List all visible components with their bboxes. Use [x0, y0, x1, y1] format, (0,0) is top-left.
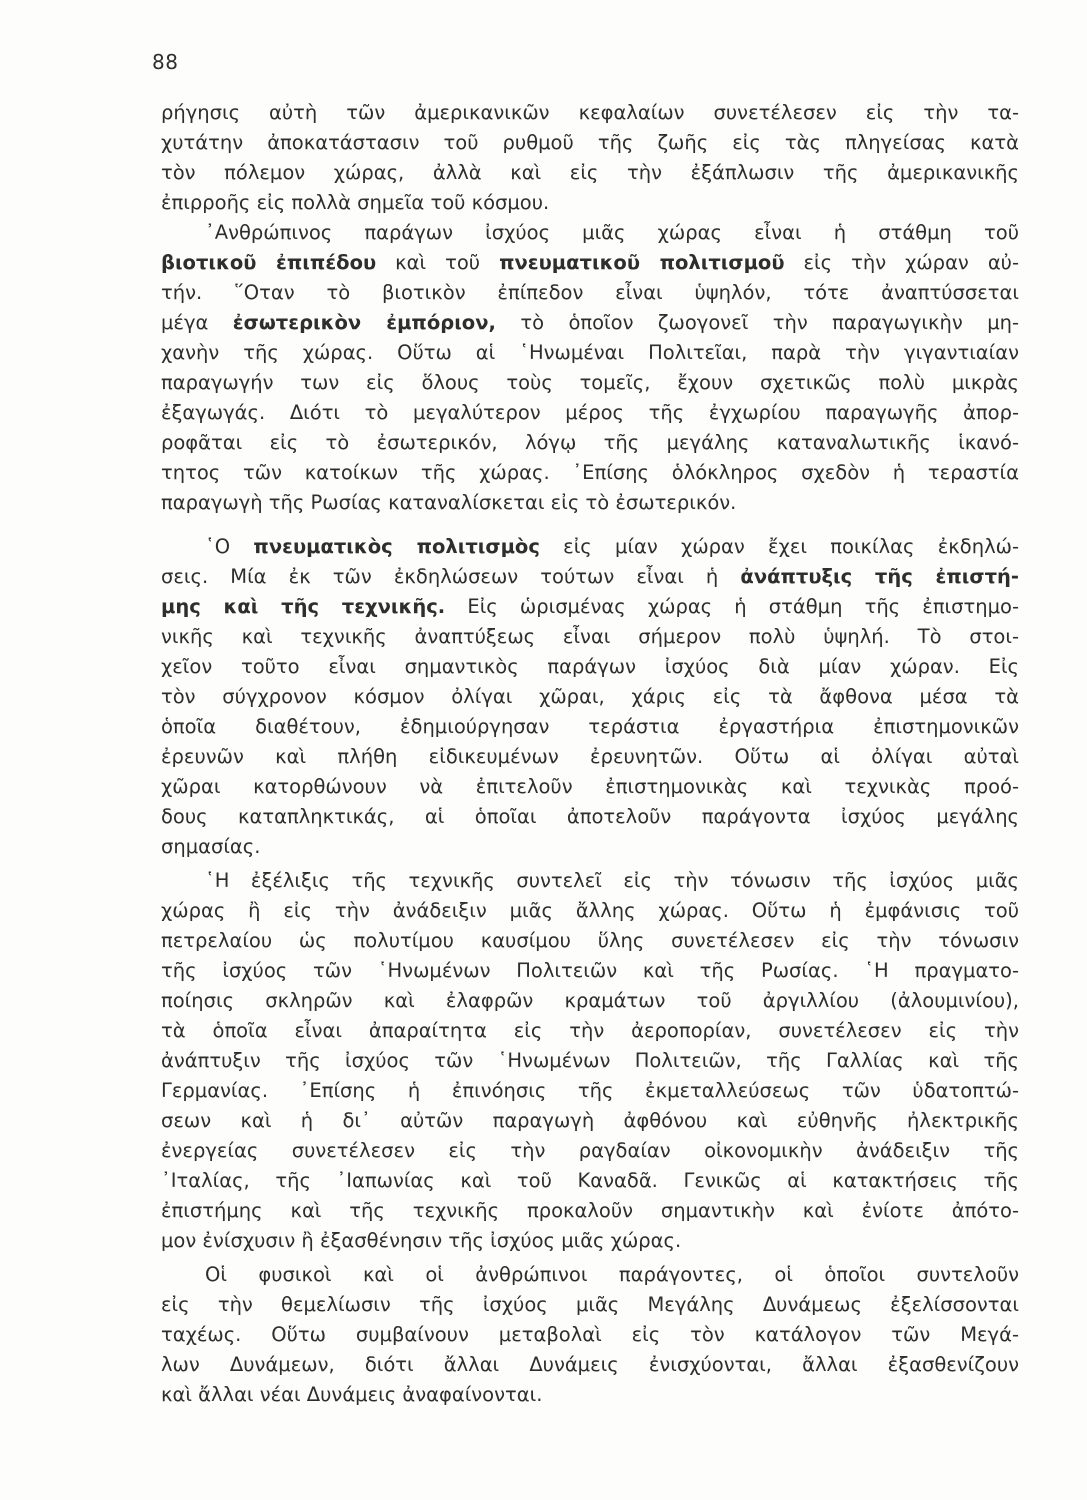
text-segment: χώρας ἢ εἰς τὴν ἀνάδειξιν μιᾶς ἄλλης χώρας. Οὕτω ἡ ἐμφάνισις τοῦ	[161, 899, 1019, 922]
text-segment: παραγωγὴ τῆς Ρωσίας καταναλίσκεται εἰς τὸ ἐσωτερικόν.	[161, 491, 737, 514]
text-segment: παραγωγήν των εἰς ὅλους τοὺς τομεῖς, ἔχουν σχετικῶς πολὺ μικρὰς	[161, 371, 1019, 394]
text-segment: τητος τῶν κατοίκων τῆς χώρας. ᾿Επίσης ὁλόκληρος σχεδὸν ἡ τεραστία	[161, 461, 1019, 484]
text-line	[161, 622, 1019, 652]
page-number: 88	[152, 50, 179, 74]
text-segment: ᾿Ανθρώπινος παράγων ἰσχύος μιᾶς χώρας εἶναι ἡ στάθμη τοῦ	[205, 221, 1019, 244]
text-line	[161, 1196, 1019, 1226]
text-segment: ᾿Ιταλίας, τῆς ᾿Ιαπωνίας καὶ τοῦ Καναδᾶ. Γενικῶς αἱ κατακτήσεις τῆς	[161, 1169, 1019, 1192]
text-line	[205, 532, 1019, 562]
text-line	[161, 772, 1019, 802]
text-segment: ὁποῖα διαθέτουν, ἐδημιούργησαν τεράστια ἐργαστήρια ἐπιστημονικῶν	[161, 715, 1019, 738]
text-segment: εἰς τὴν θεμελίωσιν τῆς ἰσχύος μιᾶς Μεγάλης Δυνάμεως ἐξελίσσονται	[161, 1293, 1019, 1316]
text-segment: μέγα	[161, 311, 233, 334]
text-line	[161, 128, 1019, 158]
text-segment: σεις. Μία ἐκ τῶν ἐκδηλώσεων τούτων εἶναι ἡ	[161, 565, 741, 588]
text-segment: ῾Ο	[205, 535, 254, 558]
text-line	[161, 1106, 1019, 1136]
text-line	[205, 1260, 1019, 1290]
text-line	[161, 428, 1019, 458]
text-segment: καὶ ἄλλαι νέαι Δυνάμεις ἀναφαίνονται.	[161, 1383, 543, 1406]
text-segment: ἐπιρροῆς εἰς πολλὰ σημεῖα τοῦ κόσμου.	[161, 191, 550, 214]
text-segment: πετρελαίου ὡς πολυτίμου καυσίμου ὕλης συνετέλεσεν εἰς τὴν τόνωσιν	[161, 929, 1019, 952]
text-segment: τῆς ἰσχύος τῶν ῾Ηνωμένων Πολιτειῶν καὶ τῆς Ρωσίας. ῾Η πραγματο-	[161, 959, 1019, 982]
bold-term: μης καὶ τῆς τεχνικῆς.	[161, 595, 446, 618]
text-segment: τὸ ὁποῖον ζωογονεῖ τὴν παραγωγικὴν μη-	[495, 311, 1020, 334]
text-segment: ῾Η ἐξέλιξις τῆς τεχνικῆς συντελεῖ εἰς τὴν τόνωσιν τῆς ἰσχύος μιᾶς	[205, 869, 1019, 892]
text-line	[161, 1166, 1019, 1196]
text-line	[161, 248, 1019, 278]
text-segment: χανὴν τῆς χώρας. Οὕτω αἱ ῾Ηνωμέναι Πολιτεῖαι, παρὰ τὴν γιγαντιαίαν	[161, 341, 1019, 364]
text-segment: εἰς τὴν χώραν αὐ-	[784, 251, 1019, 274]
text-line	[161, 368, 1019, 398]
text-segment: ἐξαγωγάς. Διότι τὸ μεγαλύτερον μέρος τῆς ἐγχωρίου παραγωγῆς ἀπορ-	[161, 401, 1019, 424]
bold-term: ἀνάπτυξις τῆς ἐπιστή-	[740, 565, 1019, 588]
text-line	[161, 488, 1019, 518]
text-segment: Οἱ φυσικοὶ καὶ οἱ ἀνθρώπινοι παράγοντες, οἱ ὁποῖοι συντελοῦν	[205, 1263, 1019, 1286]
text-segment: ταχέως. Οὕτω συμβαίνουν μεταβολαὶ εἰς τὸν κατάλογον τῶν Μεγά-	[161, 1323, 1019, 1346]
text-line	[161, 278, 1019, 308]
text-segment: Εἰς ὡρισμένας χώρας ἡ στάθμη τῆς ἐπιστημο-	[445, 595, 1019, 618]
text-line	[161, 338, 1019, 368]
text-line	[161, 1290, 1019, 1320]
text-segment: τήν. ῞Οταν τὸ βιοτικὸν ἐπίπεδον εἶναι ὑψηλόν, τότε ἀναπτύσσεται	[161, 281, 1019, 304]
text-line	[205, 866, 1019, 896]
text-line	[161, 1076, 1019, 1106]
text-segment: ρήγησις αὐτὴ τῶν ἀμερικανικῶν κεφαλαίων συνετέλεσεν εἰς τὴν τα-	[161, 101, 1019, 124]
bold-term: πνευματικὸς πολιτισμὸς	[253, 535, 540, 558]
text-line	[161, 458, 1019, 488]
text-segment: ἀνάπτυξιν τῆς ἰσχύος τῶν ῾Ηνωμένων Πολιτειῶν, τῆς Γαλλίας καὶ τῆς	[161, 1049, 1019, 1072]
text-segment: τὰ ὁποῖα εἶναι ἀπαραίτητα εἰς τὴν ἀεροπορίαν, συνετέλεσεν εἰς τὴν	[161, 1019, 1019, 1042]
text-line	[161, 926, 1019, 956]
text-segment: μον ἐνίσχυσιν ἢ ἐξασθένησιν τῆς ἰσχύος μιᾶς χώρας.	[161, 1229, 682, 1252]
text-line	[161, 98, 1019, 128]
text-segment: χῶραι κατορθώνουν νὰ ἐπιτελοῦν ἐπιστημονικὰς καὶ τεχνικὰς προό-	[161, 775, 1019, 798]
bold-term: ἐσωτερικὸν ἐμπόριον,	[232, 311, 496, 334]
text-line	[161, 1046, 1019, 1076]
text-line	[161, 896, 1019, 926]
bold-term: πνευματικοῦ πολιτισμοῦ	[499, 251, 785, 274]
text-line	[161, 986, 1019, 1016]
text-segment: χυτάτην ἀποκατάστασιν τοῦ ρυθμοῦ τῆς ζωῆς εἰς τὰς πληγείσας κατὰ	[161, 131, 1019, 154]
text-segment: τὸν σύγχρονον κόσμον ὀλίγαι χῶραι, χάρις εἰς τὰ ἄφθονα μέσα τὰ	[161, 685, 1019, 708]
text-segment: εἰς μίαν χώραν ἔχει ποικίλας ἐκδηλώ-	[539, 535, 1019, 558]
text-line	[161, 652, 1019, 682]
text-line	[161, 158, 1019, 188]
text-line	[161, 1380, 1019, 1410]
text-line	[161, 742, 1019, 772]
text-segment: καὶ τοῦ	[376, 251, 500, 274]
text-line	[161, 1016, 1019, 1046]
text-line	[161, 712, 1019, 742]
text-line	[161, 832, 1019, 862]
text-segment: χεῖον τοῦτο εἶναι σημαντικὸς παράγων ἰσχύος διὰ μίαν χώραν. Εἰς	[161, 655, 1019, 678]
text-line	[161, 682, 1019, 712]
text-segment: δους καταπληκτικάς, αἱ ὁποῖαι ἀποτελοῦν παράγοντα ἰσχύος μεγάλης	[161, 805, 1019, 828]
text-segment: Γερμανίας. ᾿Επίσης ἡ ἐπινόησις τῆς ἐκμεταλλεύσεως τῶν ὑδατοπτώ-	[161, 1079, 1019, 1102]
text-segment: ποίησις σκληρῶν καὶ ἐλαφρῶν κραμάτων τοῦ ἀργιλλίου (ἀλουμινίου),	[161, 989, 1019, 1012]
text-line	[161, 1226, 1019, 1256]
text-segment: ἐνεργείας συνετέλεσεν εἰς τὴν ραγδαίαν οἰκονομικὴν ἀνάδειξιν τῆς	[161, 1139, 1019, 1162]
text-line	[205, 218, 1019, 248]
text-segment: σεων καὶ ἡ δι᾿ αὐτῶν παραγωγὴ ἀφθόνου καὶ εὐθηνῆς ἠλεκτρικῆς	[161, 1109, 1019, 1132]
text-line	[161, 308, 1019, 338]
text-segment: τὸν πόλεμον χώρας, ἀλλὰ καὶ εἰς τὴν ἐξάπλωσιν τῆς ἀμερικανικῆς	[161, 161, 1019, 184]
text-line	[161, 1136, 1019, 1166]
text-segment: ἐπιστήμης καὶ τῆς τεχνικῆς προκαλοῦν σημαντικὴν καὶ ἐνίοτε ἀπότο-	[161, 1199, 1019, 1222]
bold-term: βιοτικοῦ ἐπιπέδου	[161, 251, 377, 274]
text-segment: ἐρευνῶν καὶ πλήθη εἰδικευμένων ἐρευνητῶν. Οὕτω αἱ ὀλίγαι αὐταὶ	[161, 745, 1019, 768]
text-segment: λων Δυνάμεων, διότι ἄλλαι Δυνάμεις ἐνισχύονται, ἄλλαι ἐξασθενίζουν	[161, 1353, 1019, 1376]
text-line	[161, 1350, 1019, 1380]
text-segment: ροφᾶται εἰς τὸ ἐσωτερικόν, λόγῳ τῆς μεγάλης καταναλωτικῆς ἱκανό-	[161, 431, 1019, 454]
text-line	[161, 188, 1019, 218]
text-segment: νικῆς καὶ τεχνικῆς ἀναπτύξεως εἶναι σήμερον πολὺ ὑψηλή. Τὸ στοι-	[161, 625, 1019, 648]
text-line	[161, 802, 1019, 832]
text-line	[161, 592, 1019, 622]
text-line	[161, 398, 1019, 428]
text-line	[161, 562, 1019, 592]
text-segment: σημασίας.	[161, 835, 261, 858]
text-line	[161, 1320, 1019, 1350]
text-line	[161, 956, 1019, 986]
